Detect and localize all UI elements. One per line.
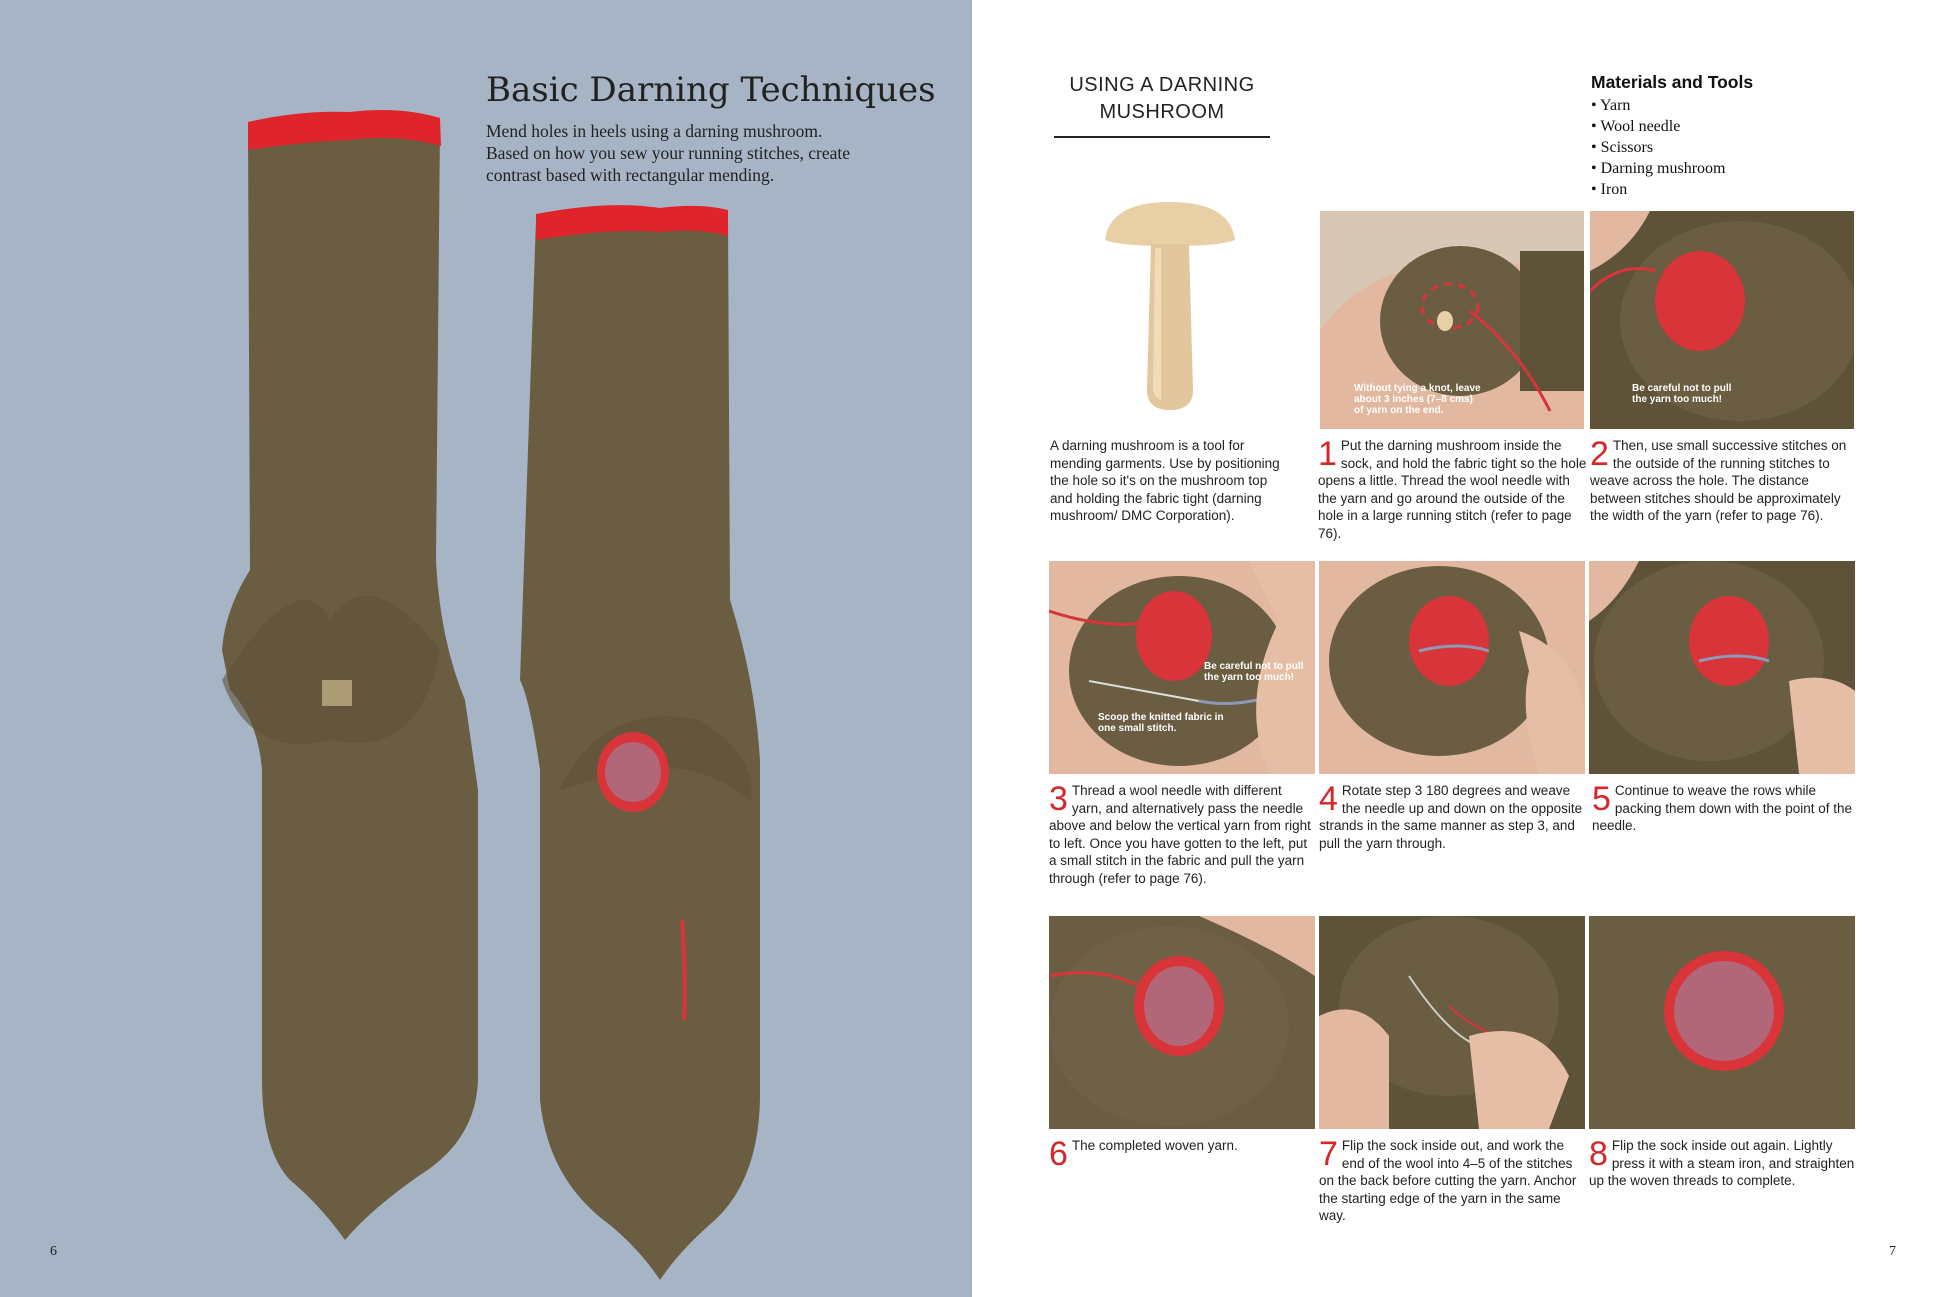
step-text: Thread a wool needle with different yarn, and alternatively pass the needle above and below the vertical yarn from right to left. Once you have gotten to the left, put a small stitch in the fabric and pull the yarn through (refer to page 76). <box>1049 783 1311 886</box>
step-number: 4 <box>1319 780 1338 818</box>
step-5-photo <box>1589 561 1855 774</box>
step-number: 1 <box>1318 435 1337 473</box>
step-6-photo <box>1049 916 1315 1129</box>
step-3-text <box>1049 782 1315 888</box>
step-5-text <box>1592 782 1854 835</box>
step-8-text <box>1589 1137 1855 1190</box>
step-1-text <box>1318 437 1588 543</box>
material-item: • Scissors <box>1591 137 1753 158</box>
step-4-text <box>1319 782 1585 852</box>
step-text: Put the darning mushroom inside the sock, and hold the fabric tight so the hole opens a little. Thread the wool needle with the yarn and go around the outside of the hole in a large running stitch (refer to page 76). <box>1318 438 1587 541</box>
mushroom-description: A darning mushroom is a tool for mending garments. Use by positioning the hole so it's on the mushroom top and holding the fabric tight (darning mushroom/ DMC Corporation). <box>1050 438 1280 524</box>
intro-line: contrast based with rectangular mending. <box>486 165 775 185</box>
material-item: • Yarn <box>1591 95 1753 116</box>
step-text: The completed woven yarn. <box>1071 1138 1238 1153</box>
step-number: 8 <box>1589 1135 1608 1173</box>
step-number: 5 <box>1592 780 1611 818</box>
material-item: • Wool needle <box>1591 116 1753 137</box>
step-1-caption: Without tying a knot, leave about 3 inches (7–8 cms) of yarn on the end. <box>1354 383 1481 416</box>
step-7-text <box>1319 1137 1585 1225</box>
section-title-line: MUSHROOM <box>1099 101 1225 123</box>
socks-illustration <box>0 0 972 1297</box>
step-3-caption-b: Scoop the knitted fabric in one small stitch. <box>1098 712 1224 734</box>
step-text: Then, use small successive stitches on the outside of the running stitches to weave across the hole. The distance between stitches should be approximately the width of the yarn (refer to page 76). <box>1590 438 1847 524</box>
materials-heading: Materials and Tools <box>1591 72 1754 92</box>
step-3-caption-a: Be careful not to pull the yarn too much! <box>1204 661 1304 683</box>
left-page <box>0 0 972 1297</box>
step-text: Flip the sock inside out, and work the end of the wool into 4–5 of the stitches on the back before cutting the yarn. Anchor the starting edge of the yarn in the same way. <box>1319 1138 1577 1224</box>
step-7-photo <box>1319 916 1585 1129</box>
material-item: • Darning mushroom <box>1591 158 1753 179</box>
section-title-line: USING A DARNING <box>1069 74 1255 96</box>
material-item: • Iron <box>1591 179 1753 200</box>
step-text: Flip the sock inside out again. Lightly press it with a steam iron, and straighten up the woven threads to complete. <box>1589 1138 1855 1189</box>
step-text: Continue to weave the rows while packing them down with the point of the needle. <box>1592 783 1853 834</box>
intro-line: Based on how you sew your running stitches, create <box>486 143 851 163</box>
step-number: 2 <box>1590 435 1609 473</box>
intro-paragraph <box>486 120 926 186</box>
left-sock <box>222 110 478 1240</box>
page-title: Basic Darning Techniques <box>486 70 936 110</box>
step-8-photo <box>1589 916 1855 1129</box>
step-number: 6 <box>1049 1135 1068 1173</box>
page-number-left: 6 <box>50 1244 57 1259</box>
page-number-right: 7 <box>1889 1244 1896 1259</box>
section-title <box>1054 72 1270 126</box>
step-2-text <box>1590 437 1860 525</box>
step-2-caption: Be careful not to pull the yarn too much! <box>1632 383 1732 405</box>
step-6-text <box>1049 1135 1315 1173</box>
step-text: Rotate step 3 180 degrees and weave the needle up and down on the opposite strands in the same manner as step 3, and pull the yarn through. <box>1319 783 1583 851</box>
intro-line: Mend holes in heels using a darning mushroom. <box>486 121 823 141</box>
darning-mushroom-photo <box>1095 200 1245 415</box>
materials-list <box>1591 72 1753 200</box>
section-title-underline <box>1054 136 1270 138</box>
right-sock <box>520 205 760 1280</box>
step-4-photo <box>1319 561 1585 774</box>
step-number: 7 <box>1319 1135 1338 1173</box>
step-number: 3 <box>1049 780 1068 818</box>
